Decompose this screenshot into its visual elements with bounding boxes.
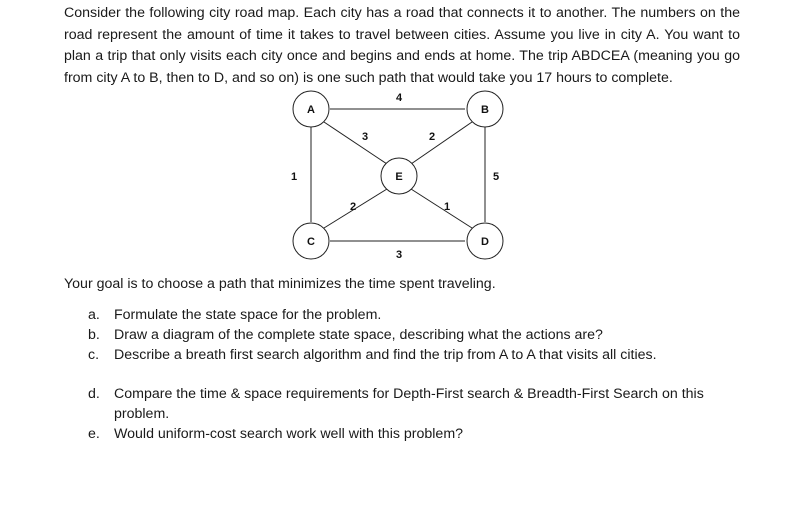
edge-weight-a-b: 4 (395, 92, 403, 104)
road-d-e (411, 189, 472, 228)
edge-weight-b-e: 2 (428, 131, 436, 143)
city-label-d: D (481, 236, 489, 248)
question-marker: e. (88, 426, 100, 442)
problem-intro: Consider the following city road map. Each city has a road that connects it to another. The numbers on the road represent the amount of time it takes to travel between cities. Assume you live in city A. You want to plan a trip that only visits each city once and begins and ends at home. The trip ABDCEA (meaning you go from city A to B, then to D, and so on) is one such path that would take you 17 hours to complete. (64, 5, 740, 86)
goal-statement: Your goal is to choose a path that minimizes the time spent traveling. (64, 276, 496, 292)
edge-weight-d-e: 1 (443, 201, 451, 213)
question-marker: a. (88, 307, 100, 323)
road-b-e (411, 122, 472, 164)
city-label-a: A (307, 104, 315, 116)
city-road-map (280, 88, 530, 268)
question-text: Describe a breath first search algorithm and find the trip from A to A that visits all cities. (114, 347, 657, 363)
edge-weight-a-e: 3 (361, 131, 369, 143)
question-text: Would uniform-cost search work well with this problem? (114, 426, 464, 442)
question-item (88, 345, 740, 365)
city-label-c: C (307, 236, 315, 248)
question-marker: c. (88, 347, 100, 363)
city-label-e: E (395, 171, 403, 183)
question-item (88, 325, 740, 345)
edge-weight-c-d: 3 (395, 249, 403, 261)
question-list (88, 305, 740, 444)
city-label-b: B (481, 104, 489, 116)
edge-weight-c-e: 2 (349, 201, 357, 213)
question-text: Compare the time & space requirements for Depth-First search & Breadth-First Search on this problem. (114, 386, 704, 422)
question-item (88, 305, 740, 325)
edge-weight-b-d: 5 (492, 171, 500, 183)
road-a-e (324, 122, 387, 164)
question-text: Draw a diagram of the complete state space, describing what the actions are? (114, 327, 603, 343)
question-text: Formulate the state space for the problem. (114, 307, 382, 323)
question-item (88, 424, 740, 444)
edge-weight-a-c: 1 (290, 171, 298, 183)
question-marker: d. (88, 386, 100, 402)
question-marker: b. (88, 327, 100, 343)
question-item (88, 384, 740, 424)
